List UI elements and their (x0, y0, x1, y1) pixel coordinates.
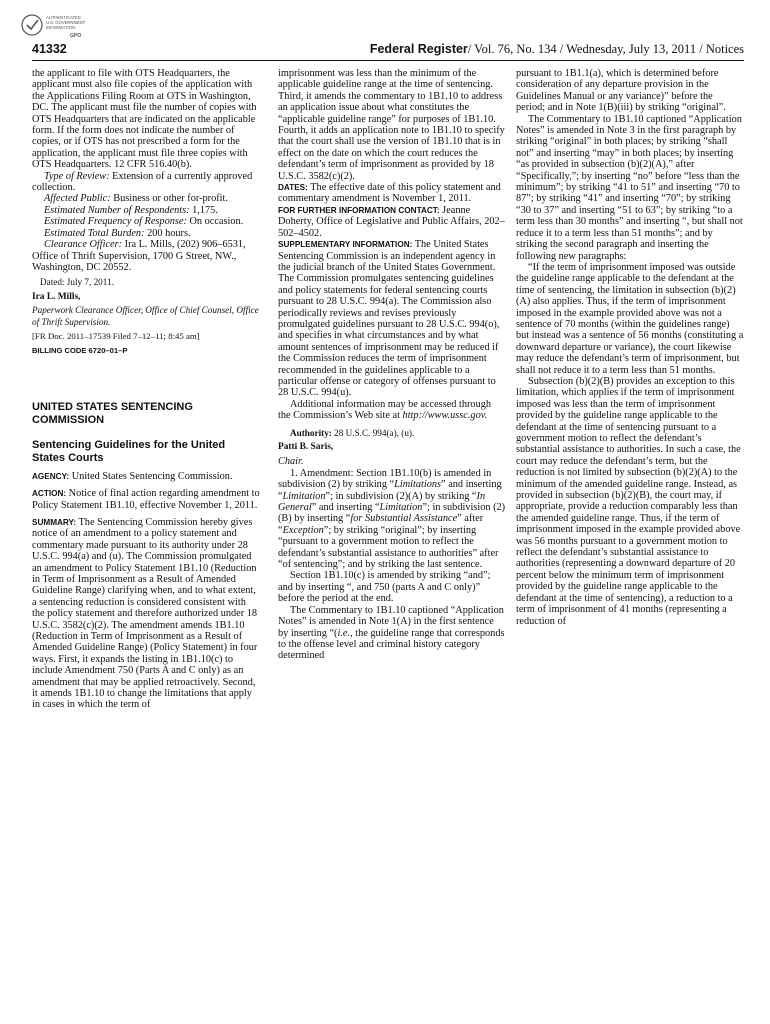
signer-name: Ira L. Mills, (32, 291, 81, 302)
agency-section: AGENCY: United States Sentencing Commission. (32, 470, 233, 482)
svg-text:INFORMATION: INFORMATION (46, 25, 75, 30)
clearance-officer: Clearance Officer: Ira L. Mills, (202) 906–6531, Office of Thrift Supervision, 1700 G Street, NW., Washington, DC 20552. (32, 239, 246, 273)
column-3 (516, 68, 744, 627)
svg-text:AUTHENTICATED: AUTHENTICATED (46, 15, 81, 20)
journal-name: Federal Register (369, 42, 468, 56)
document-title: Sentencing Guidelines for the United States Courts (32, 438, 226, 464)
summary-continued: imprisonment was less than the minimum of the applicable guideline range at the time of sentencing. Third, it amends the commentary to 1B1.10 to address an application issue about what constitutes the “applicable guideline range” for purposes of 1B1.10. Fourth, it adds an application note to 1B1.10 to specify that the court shall use the version of 1B1.10 that is in effect on the date on which the court reduces the defendant’s term of imprisonment as provided by 18 U.S.C. 3582(c)(2). (278, 68, 505, 182)
commentary-note-1: The Commentary to 1B1.10 captioned “Application Notes” is amended in Note 1(A) in the first sentence by inserting “(i.e., the guideline range that corresponds to the offense level and criminal history category determined (278, 604, 505, 662)
page-number: 41332 (32, 42, 67, 56)
column-1 (32, 68, 260, 711)
estimated-burden: Estimated Total Burden: 200 hours. (44, 227, 191, 239)
signature-date: Dated: July 7, 2011. (40, 277, 114, 288)
ots-filing-paragraph: the applicant to file with OTS Headquarters, the applicant must also file copies of the application with the Applications Filing Room at OTS in Washington, DC. The applicant must file the number of copies with OTS Headquarters that are indicated on the applicable form. If the form does not indicate the number of copies, or if OTS has not prescribed a form for the application, the applicant must file three copies with OTS Headquarters. 12 CFR 516.40(b). (32, 68, 257, 171)
issue-info: / Vol. 76, No. 134 / Wednesday, July 13, 2011 / Notices (467, 42, 744, 56)
website-link[interactable]: http://www.ussc.gov. (402, 410, 488, 422)
estimated-frequency: Estimated Frequency of Response: On occasion. (44, 216, 244, 228)
affected-public: Affected Public: Business or other for-profit. (44, 193, 228, 205)
svg-text:U.S. GOVERNMENT: U.S. GOVERNMENT (46, 20, 86, 25)
chair-title: Chair. (278, 456, 304, 468)
summary-section: SUMMARY: The Sentencing Commission hereby gives notice of an amendment to a policy statement and commentary made pursuant to its authority under 28 U.S.C. 994(a) and (u). The Commission promulgated an amendment to Policy Statement 1B1.10 (Reduction in Term of Imprisonment as a Result of Amended Guideline Range) clarifying when, and to what extent, a sentencing reduction is considered consistent with the policy statement and therefore authorized under 18 U.S.C. 3582(c)(2). The amendment amends 1B1.10 (Reduction in Term of Imprisonment as a Result of Amended Guideline Range) (Policy Statement) in four ways. First, it expands the listing in 1B1.10(c) to include Amendment 750 (Parts A and C only) as an amendment that may be applied retroactively. Second, it amends 1B1.10 to change the limitations that apply in cases in which the term of (32, 516, 258, 711)
type-of-review: Type of Review: Extension of a currently approved collection. (32, 170, 253, 194)
contact-section: FOR FURTHER INFORMATION CONTACT: Jeanne Doherty, Office of Legislative and Public Affairs, 202–502–4502. (278, 204, 505, 239)
authority-line: Authority: 28 U.S.C. 994(a), (u). (290, 427, 415, 438)
new-paragraph-2: Subsection (b)(2)(B) provides an exception to this limitation, which applies if the term of imprisonment imposed was less than the term of imprisonment provided by the guideline range applicable to the defendant at the time of sentencing pursuant to a government motion to reflect the defendant’s substantial assistance to authorities. In such a case, the court may reduce the defendant’s term, but the reduction is not limited by subsection (b)(2)(A) to the minimum of the amended guideline range. Instead, as provided in subsection (b)(2)(B), the court may, if appropriate, provide a reduction comparably less than the amended guideline range. Thus, if the term of imprisonment imposed in the example provided above was 56 months pursuant to a government motion to reflect the defendant’s substantial assistance to authorities (representing a downward departure of 20 percent below the minimum term of imprisonment provided by the guideline range applicable to the defendant at the time of sentencing), a reduction to a term of imprisonment of 41 months (representing a reduction of (516, 375, 741, 627)
section-c-amendment: Section 1B1.10(c) is amended by striking “and”; and by inserting “, and 750 (parts A and C only)” before the period at the end. (278, 570, 491, 605)
action-section: ACTION: Notice of final action regarding amendment to Policy Statement 1B1.10, effective November 1, 2011. (32, 488, 260, 511)
header-rule (32, 60, 744, 61)
fr-doc-line: [FR Doc. 2011–17539 Filed 7–12–11; 8:45 am] (32, 330, 200, 341)
signer-title: Paperwork Clearance Officer, Office of Chief Counsel, Office of Thrift Supervision. (32, 305, 259, 327)
svg-text:GPO: GPO (70, 33, 82, 39)
column-2 (278, 68, 506, 662)
running-title (370, 42, 744, 57)
new-paragraph-1: “If the term of imprisonment imposed was outside the guideline range applicable to the defendant at the time of sentencing, the limitation in subsection (b)(2)(A) also applies. Thus, if the term of imprisonment imposed in the example provided above was not a sentence of 70 months (within the guidelines range) but instead was a sentence of 56 months (constituting a downward departure or variance), the court likewise may reduce the defendant’s term of imprisonment, but shall not reduce it to a term less than 51 months. (516, 261, 744, 376)
amendment-1: 1. Amendment: Section 1B1.10(b) is amended in subdivision (2) by striking “Limitations” and inserting “Limitation”; in subdivision (2)(A) by striking “In General” and inserting “Limitation”; in subdivision (2)(B) by inserting “for Substantial Assistance” after “Exception”; by striking “original”; by inserting “pursuant to a government motion to reflect the defendant’s substantial assistance to authorities” after “of sentencing”; and by striking the last sentence. (278, 467, 506, 571)
chair-name: Patti B. Saris, (278, 442, 334, 452)
estimated-respondents: Estimated Number of Respondents: 1,175. (44, 204, 218, 216)
commentary-continued: pursuant to 1B1.1(a), which is determined before consideration of any departure provision in the Guidelines Manual or any variance)” before the period; and in Note 1(B)(iii) by striking “original”. (516, 68, 726, 114)
agency-heading: UNITED STATES SENTENCING COMMISSION (32, 400, 193, 426)
additional-info: Additional information may be accessed through the Commission’s Web site at http://www.ussc.gov. (278, 398, 492, 422)
commentary-note-3: The Commentary to 1B1.10 captioned “Application Notes” is amended in Note 3 in the first paragraph by striking “original” in both places; by striking “shall not” and inserting “may” in both places; by inserting “as provided in subsection (b)(2)(A),” after “Specifically,”; by inserting “no” before “less than the minimum”; by striking “41 to 51” and inserting “70 to 87”; by striking “41” and inserting “70”; by striking “30 to 37” and inserting “51 to 63”; by striking “to a term less than 30 months” and inserting “, but shall not reduce it to a term less than 51 months”; and by striking the second paragraph and inserting the following new paragraphs: (516, 113, 743, 262)
gpo-authentication-seal (20, 12, 110, 40)
page-header (32, 42, 744, 60)
supplementary-section: SUPPLEMENTARY INFORMATION: The United States Sentencing Commission is an independent agency in the judicial branch of the United States Government. The Commission promulgates sentencing guidelines and policy statements for federal sentencing courts pursuant to 28 U.S.C. 994(a). The Commission also periodically reviews and revises previously promulgated guidelines pursuant to 28 U.S.C. 994(o), and specifies in what circumstances and by what amount sentences of imprisonment may be reduced if the Commission reduces the term of imprisonment recommended in the guidelines applicable to a particular offense or category of offenses pursuant to 28 U.S.C. 994(u). (278, 239, 500, 399)
billing-code: BILLING CODE 6720–01–P (32, 346, 128, 356)
dates-section: DATES: The effective date of this policy statement and commentary amendment is November 1, 2011. (278, 182, 501, 205)
